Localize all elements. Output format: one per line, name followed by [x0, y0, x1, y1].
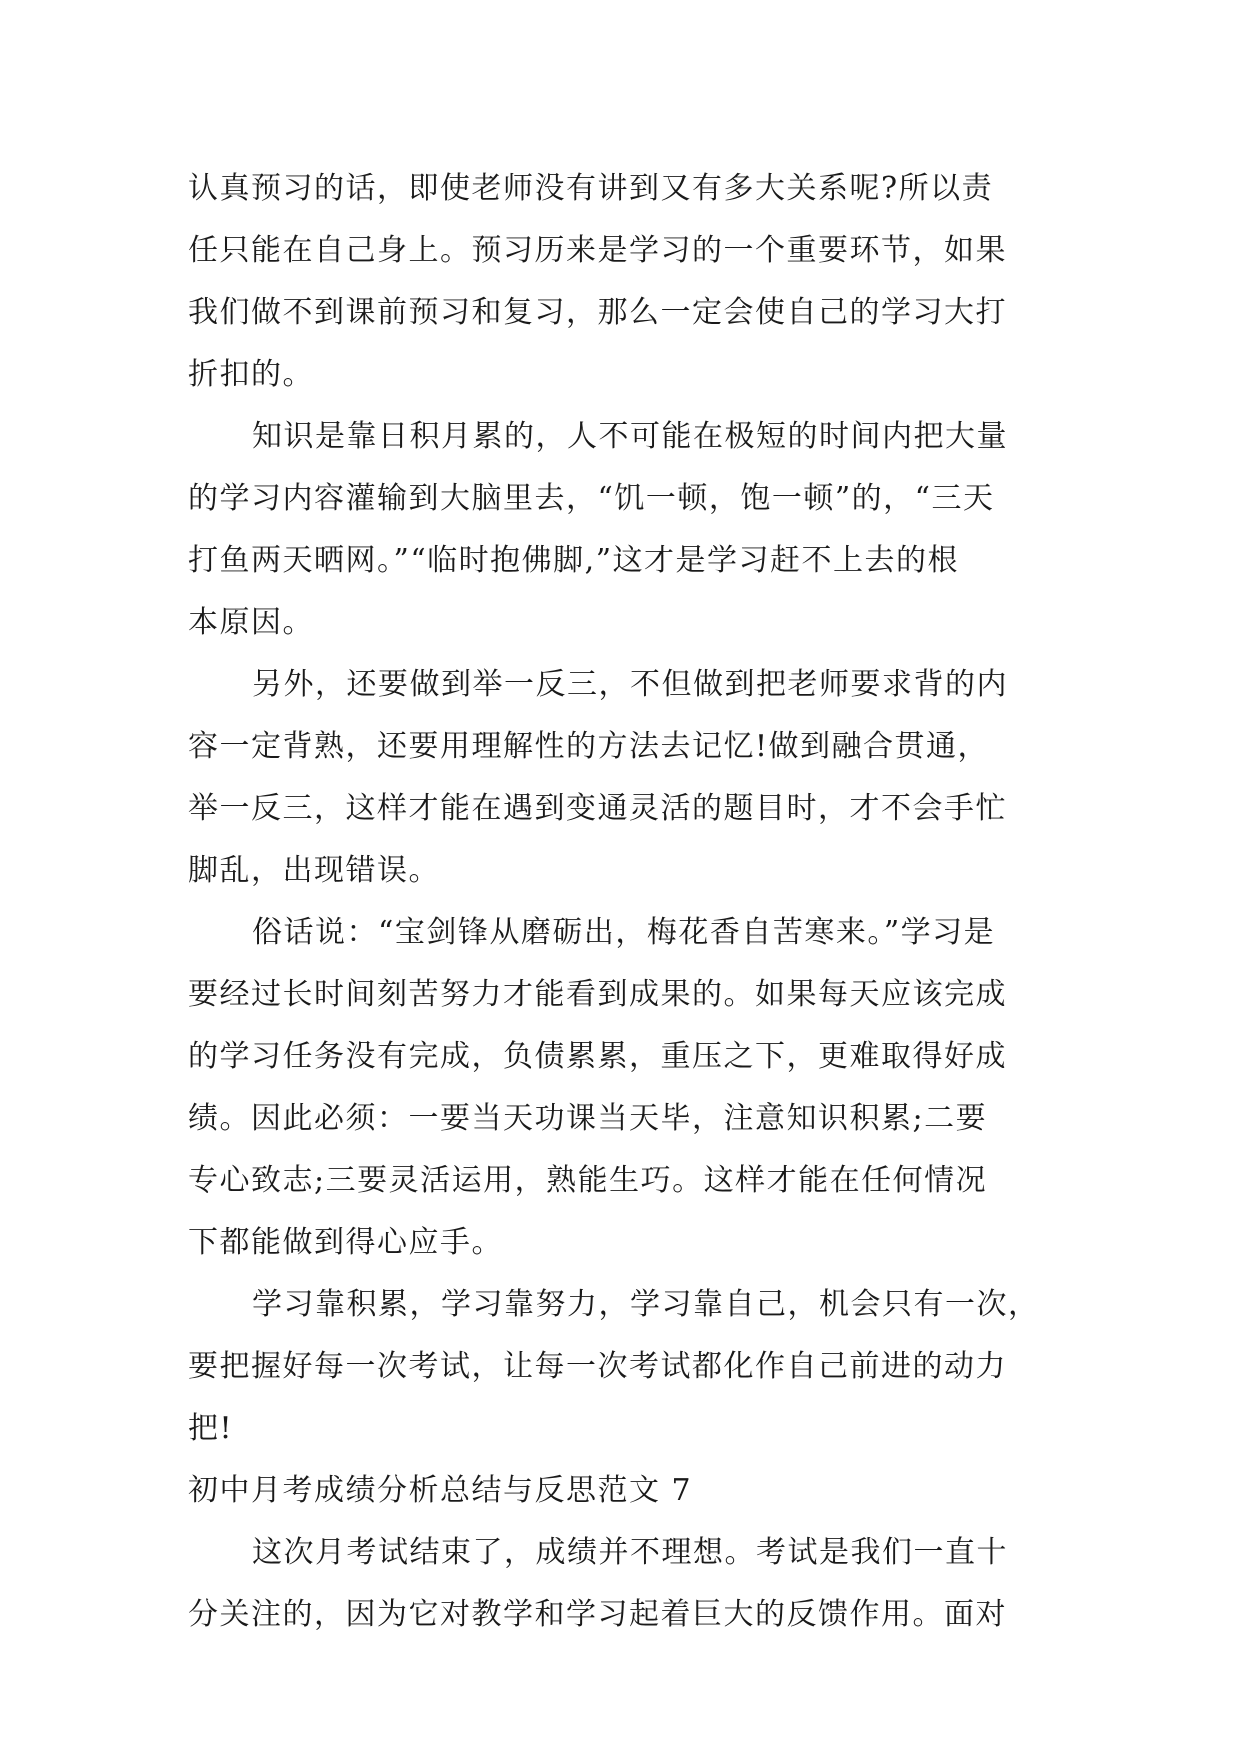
document-body — [188, 158, 1056, 1646]
text-line: 学习靠积累，学习靠努力，学习靠自己，机会只有一次， — [252, 1287, 1040, 1322]
text-line: 举一反三，这样才能在遇到变通灵活的题目时，才不会手忙 — [188, 791, 1007, 826]
text-line: 俗话说：“宝剑锋从磨砺出，梅花香自苦寒来。”学习是 — [252, 915, 996, 950]
text-line: 要经过长时间刻苦努力才能看到成果的。如果每天应该完成 — [188, 977, 1007, 1012]
text-line: 的学习内容灌输到大脑里去，“饥一顿，饱一顿”的，“三天 — [188, 481, 995, 516]
text-line: 容一定背熟，还要用理解性的方法去记忆!做到融合贯通， — [188, 729, 990, 764]
text-line: 分关注的，因为它对教学和学习起着巨大的反馈作用。面对 — [188, 1597, 1007, 1632]
text-line: 脚乱，出现错误。 — [188, 853, 440, 888]
text-line: 的学习任务没有完成，负债累累，重压之下，更难取得好成 — [188, 1039, 1007, 1074]
text-line: 要把握好每一次考试，让每一次考试都化作自己前进的动力 — [188, 1349, 1007, 1384]
text-line: 知识是靠日积月累的，人不可能在极短的时间内把大量 — [252, 419, 1008, 454]
text-line: 任只能在自己身上。预习历来是学习的一个重要环节，如果 — [188, 233, 1007, 268]
text-line: 把! — [188, 1411, 234, 1446]
text-line: 本原因。 — [188, 605, 314, 640]
text-line: 折扣的。 — [188, 357, 314, 392]
text-line: 认真预习的话，即使老师没有讲到又有多大关系呢?所以责 — [188, 171, 994, 206]
text-line: 专心致志;三要灵活运用，熟能生巧。这样才能在任何情况 — [188, 1163, 988, 1198]
text-line: 另外，还要做到举一反三，不但做到把老师要求背的内 — [252, 667, 1008, 702]
text-line: 下都能做到得心应手。 — [188, 1225, 503, 1260]
section-heading: 初中月考成绩分析总结与反思范文 7 — [188, 1473, 693, 1508]
text-line: 打鱼两天晒网。”“临时抱佛脚,”这才是学习赶不上去的根 — [188, 543, 960, 578]
text-line: 我们做不到课前预习和复习，那么一定会使自己的学习大打 — [188, 295, 1007, 330]
text-line: 这次月考试结束了，成绩并不理想。考试是我们一直十 — [252, 1535, 1008, 1570]
text-line: 绩。因此必须：一要当天功课当天毕，注意知识积累;二要 — [188, 1101, 988, 1136]
